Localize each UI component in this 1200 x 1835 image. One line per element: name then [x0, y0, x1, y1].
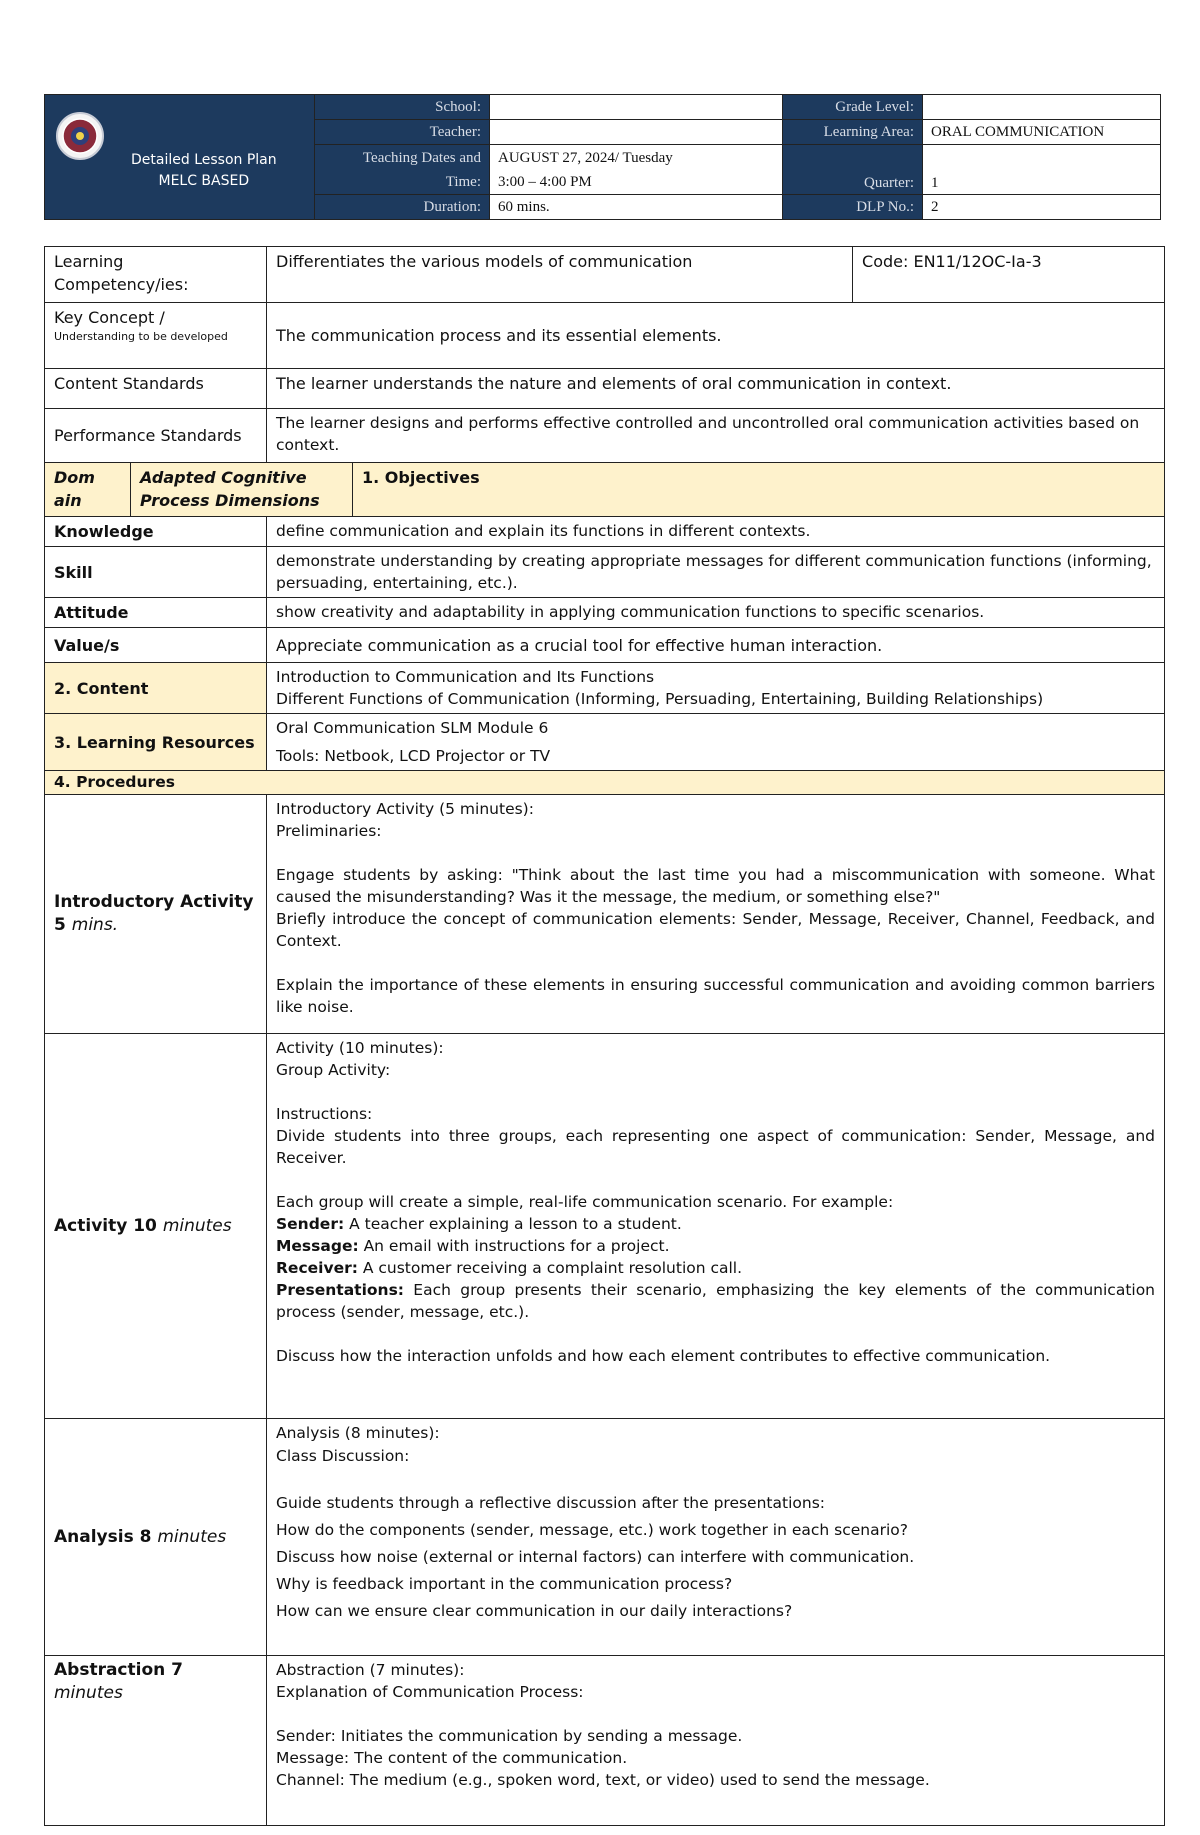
analysis-line-2: Class Discussion: [276, 1447, 410, 1465]
abstraction-line-4: Message: The content of the communication. [276, 1749, 628, 1767]
deped-seal-icon [55, 111, 105, 161]
abstraction-line-5: Channel: The medium (e.g., spoken word, text, or video) used to send the message. [276, 1771, 930, 1789]
intro-line-2: Preliminaries: [276, 822, 382, 840]
grade-value [923, 95, 1161, 120]
abstraction-line-1: Abstraction (7 minutes): [276, 1661, 465, 1679]
skill-value: demonstrate understanding by creating appropriate messages for different communication functions (informing, persuading, entertaining, etc.). [267, 547, 1165, 598]
message-text: An email with instructions for a project. [358, 1237, 670, 1255]
resources-line-1: Oral Communication SLM Module 6 [276, 719, 549, 737]
dlp-label: DLP No.: [783, 195, 923, 220]
abstraction-label: Abstraction 7 [54, 1660, 183, 1680]
knowledge-value: define communication and explain its functions in different contexts. [267, 517, 1165, 547]
activity-body [267, 1034, 1165, 1419]
presentations-text: Each group presents their scenario, emphasizing the key elements of the communication process (sender, message, etc.). [276, 1281, 1156, 1321]
dates-value-line1: AUGUST 27, 2024/ Tuesday [498, 149, 673, 166]
receiver-text: A customer receiving a complaint resolution call. [357, 1259, 743, 1277]
analysis-label: Analysis 8 [54, 1526, 152, 1547]
content-line-2: Different Functions of Communication (Informing, Persuading, Entertaining, Building Relationships) [276, 690, 1044, 708]
values-label: Value/s [45, 628, 267, 663]
activity-label: Activity 10 [54, 1215, 157, 1236]
area-label: Learning Area: [783, 120, 923, 145]
message-term: Message: [276, 1237, 359, 1255]
plan-subtitle: MELC BASED [158, 173, 250, 189]
cognitive-label: Adapted Cognitive Process Dimensions [131, 463, 353, 517]
quarter-value: 1 [923, 145, 1161, 195]
school-label: School: [315, 95, 490, 120]
dates-label-line1: Teaching Dates and [362, 149, 481, 166]
presentations-term: Presentations: [276, 1281, 404, 1299]
abstraction-unit: minutes [54, 1683, 123, 1703]
analysis-q2: Discuss how noise (external or internal factors) can interfere with communication. [276, 1548, 915, 1566]
key-concept-sub: Understanding to be developed [54, 330, 228, 343]
analysis-line-3: Guide students through a reflective discussion after the presentations: [276, 1494, 825, 1512]
key-concept-value: The communication process and its essential elements. [267, 303, 1165, 369]
objectives-label: 1. Objectives [353, 463, 1165, 517]
performance-standards-label: Performance Standards [45, 409, 267, 463]
analysis-body [267, 1419, 1165, 1656]
content-value [267, 663, 1165, 714]
duration-label: Duration: [315, 195, 490, 220]
activity-unit: minutes [162, 1215, 232, 1236]
activity-line-4: Divide students into three groups, each representing one aspect of communication: Sender, Message, and Receiver. [276, 1127, 1156, 1167]
procedures-label: 4. Procedures [45, 771, 1165, 795]
intro-line-5: Explain the importance of these elements in ensuring successful communication and avoiding common barriers like noise. [276, 976, 1156, 1016]
intro-label-cell [45, 795, 267, 1034]
header-brand [45, 95, 315, 220]
activity-line-1: Activity (10 minutes): [276, 1039, 444, 1057]
dates-value-line2: 3:00 – 4:00 PM [498, 173, 592, 190]
key-concept-cell [45, 303, 267, 369]
abstraction-line-2: Explanation of Communication Process: [276, 1683, 584, 1701]
activity-line-6: Discuss how the interaction unfolds and how each element contributes to effective communication. [276, 1347, 1051, 1365]
dlp-value: 2 [923, 195, 1161, 220]
sender-term: Sender: [276, 1215, 345, 1233]
dates-label [315, 145, 490, 195]
key-concept-label: Key Concept / [54, 308, 165, 327]
content-standards-label: Content Standards [45, 369, 267, 409]
content-line-1: Introduction to Communication and Its Functions [276, 668, 655, 686]
duration-value: 60 mins. [490, 195, 783, 220]
resources-value [267, 714, 1165, 771]
values-value: Appreciate communication as a crucial tool for effective human interaction. [267, 628, 1165, 663]
abstraction-body [267, 1656, 1165, 1826]
activity-sender [276, 1213, 1155, 1235]
competency-value: Differentiates the various models of communication [267, 247, 853, 303]
domain-label: Dom ain [45, 463, 131, 517]
quarter-label: Quarter: [783, 145, 923, 195]
content-label: 2. Content [45, 663, 267, 714]
activity-line-2: Group Activity: [276, 1061, 391, 1079]
activity-presentations [276, 1279, 1155, 1323]
knowledge-label: Knowledge [45, 517, 267, 547]
teacher-label: Teacher: [315, 120, 490, 145]
activity-line-3: Instructions: [276, 1105, 373, 1123]
receiver-term: Receiver: [276, 1259, 358, 1277]
intro-time-num: 5 [54, 915, 66, 935]
attitude-value: show creativity and adaptability in applying communication functions to specific scenarios. [267, 598, 1165, 628]
abstraction-label-cell [45, 1656, 267, 1826]
activity-label-cell [45, 1034, 267, 1419]
skill-label: Skill [45, 547, 267, 598]
header-table [44, 94, 1161, 220]
activity-message [276, 1235, 1155, 1257]
intro-line-4: Briefly introduce the concept of communication elements: Sender, Message, Receiver, Channel, Feedback, and Context. [276, 910, 1156, 950]
analysis-line-1: Analysis (8 minutes): [276, 1424, 440, 1442]
dates-value [490, 145, 783, 195]
analysis-q3: Why is feedback important in the communication process? [276, 1575, 733, 1593]
resources-label: 3. Learning Resources [45, 714, 267, 771]
abstraction-line-3: Sender: Initiates the communication by sending a message. [276, 1727, 743, 1745]
intro-line-3: Engage students by asking: "Think about the last time you had a miscommunication with someone. What caused the misunderstanding? Was it the message, the medium, or something else?" [276, 866, 1156, 906]
activity-line-5: Each group will create a simple, real-life communication scenario. For example: [276, 1193, 894, 1211]
attitude-label: Attitude [45, 598, 267, 628]
intro-label: Introductory Activity [54, 892, 254, 912]
competency-label: Learning Competency/ies: [45, 247, 267, 303]
content-standards-value: The learner understands the nature and elements of oral communication in context. [267, 369, 1165, 409]
performance-standards-value: The learner designs and performs effective controlled and uncontrolled oral communication activities based on context. [267, 409, 1165, 463]
intro-time-unit: mins. [71, 915, 119, 935]
analysis-q4: How can we ensure clear communication in our daily interactions? [276, 1602, 793, 1620]
dates-label-line2: Time: [445, 173, 481, 190]
plan-title: Detailed Lesson Plan [131, 152, 277, 168]
teacher-value [490, 120, 783, 145]
activity-receiver [276, 1257, 1155, 1279]
intro-body [267, 795, 1165, 1034]
area-value: ORAL COMMUNICATION [923, 120, 1161, 145]
school-value [490, 95, 783, 120]
analysis-q1: How do the components (sender, message, etc.) work together in each scenario? [276, 1521, 908, 1539]
grade-label: Grade Level: [783, 95, 923, 120]
resources-line-2: Tools: Netbook, LCD Projector or TV [276, 747, 551, 765]
analysis-label-cell [45, 1419, 267, 1656]
sender-text: A teacher explaining a lesson to a student. [344, 1215, 682, 1233]
competency-code: Code: EN11/12OC-Ia-3 [853, 247, 1165, 303]
intro-line-1: Introductory Activity (5 minutes): [276, 800, 534, 818]
analysis-unit: minutes [157, 1526, 227, 1547]
lesson-plan-table [44, 246, 1165, 1826]
